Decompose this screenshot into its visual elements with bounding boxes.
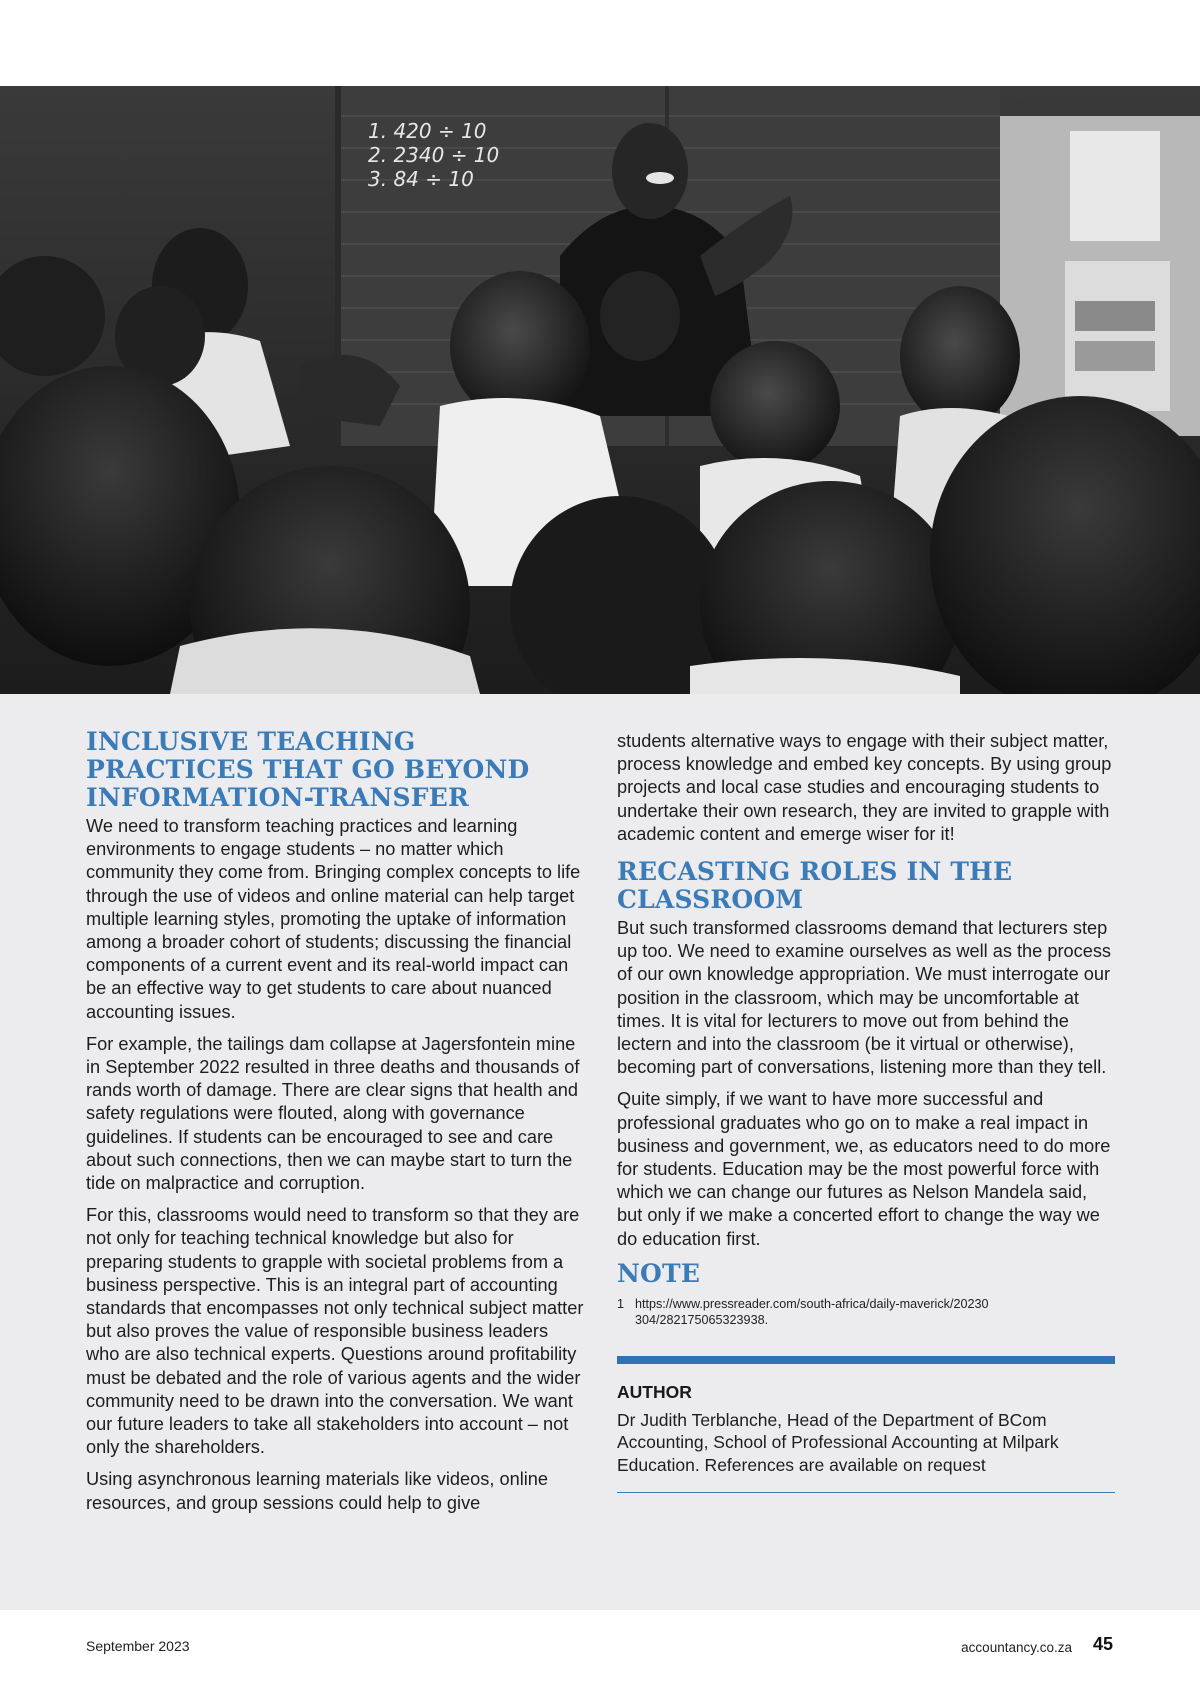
paragraph: Using asynchronous learning materials like videos, online resources, and group sessions could help to give: [86, 1469, 549, 1513]
article-body: [0, 694, 1200, 1610]
author-divider: [617, 1356, 1115, 1364]
paragraph: We need to transform teaching practices and learning environments to engage students – no matter which community they come from. Bringing complex concepts to life through the use of videos and online material can help target multiple learning styles, promoting the uptake of information among a broader cohort of students; discussing the financial components of a current event and its real-world impact can be an effective way to get students to care about nuanced accounting issues.: [86, 816, 581, 1022]
author-bottom-rule: [617, 1492, 1115, 1493]
paragraph: For this, classrooms would need to transform so that they are not only for teaching technical knowledge but also for preparing students to grapple with societal problems from a business perspective. This is an integral part of accounting standards that encompasses not only technical subject matter but also proves the value of responsible business leaders who are also technical experts. Questions around profitability must be debated and the role of various agents and the wider community need to be drawn into the conversation. We want our future leaders to take all stakeholders into account – not only the shareholders.: [86, 1205, 584, 1458]
footer-site[interactable]: accountancy.co.za: [961, 1640, 1072, 1655]
footer-date: September 2023: [86, 1638, 190, 1654]
footnote-link[interactable]: https://www.pressreader.com/south-africa/daily-maverick/20230304/282175065323938.: [635, 1296, 989, 1327]
paragraph: For example, the tailings dam collapse at Jagersfontein mine in September 2022 resulted in three deaths and thousands of rands worth of damage. There are clear signs that health and safety regulations were flouted, along with governance guidelines. If students can be encouraged to see and care about such connections, then we can maybe start to turn the tide on malpractice and corruption.: [86, 1033, 580, 1194]
paragraph: But such transformed classrooms demand that lecturers step up too. We need to examine ourselves as well as the process of our own knowledge appropriation. We must interrogate our position in the classroom, which may be uncomfortable at times. It is vital for lecturers to move out from behind the lectern and into the classroom (be it virtual or otherwise), becoming part of conversations, listening more than they tell.: [617, 918, 1112, 1078]
author-bio: Dr Judith Terblanche, Head of the Department of BCom Accounting, School of Professional Accounting at Milpark Education. References are available on request: [617, 1409, 1059, 1475]
author-title: AUTHOR: [617, 1381, 692, 1402]
classroom-photo: [0, 86, 1200, 694]
note-heading: NOTE: [617, 1258, 701, 1288]
board-line-2: 2. 2340 ÷ 10: [368, 143, 500, 167]
footnote-number: 1: [617, 1296, 625, 1311]
section-heading-recasting: RECASTING ROLES IN THE CLASSROOM: [617, 857, 1013, 915]
board-line-3: 3. 84 ÷ 10: [368, 167, 474, 191]
paragraph: Quite simply, if we want to have more successful and professional graduates who go on to make a real impact in business and government, we, as educators need to do more for students. Education may be the most powerful force with which we can change our futures as Nelson Mandela said, but only if we make a concerted effort to change the way we do education first.: [617, 1089, 1111, 1249]
footnote: [617, 1296, 1117, 1328]
section-heading-inclusive: INCLUSIVE TEACHING PRACTICES THAT GO BEYOND INFORMATION-TRANSFER: [86, 727, 530, 812]
right-column: [617, 730, 1117, 1493]
page-footer: [0, 1610, 1200, 1696]
page-number: 45: [1092, 1634, 1113, 1654]
paragraph-continuation: students alternative ways to engage with their subject matter, process knowledge and embed key concepts. By using group projects and local case studies and encouraging students to undertake their own research, they are invited to grapple with academic content and emerge wiser for it!: [617, 731, 1112, 844]
board-line-1: 1. 420 ÷ 10: [368, 119, 487, 143]
left-column: [86, 728, 586, 1524]
top-margin: [0, 0, 1200, 86]
